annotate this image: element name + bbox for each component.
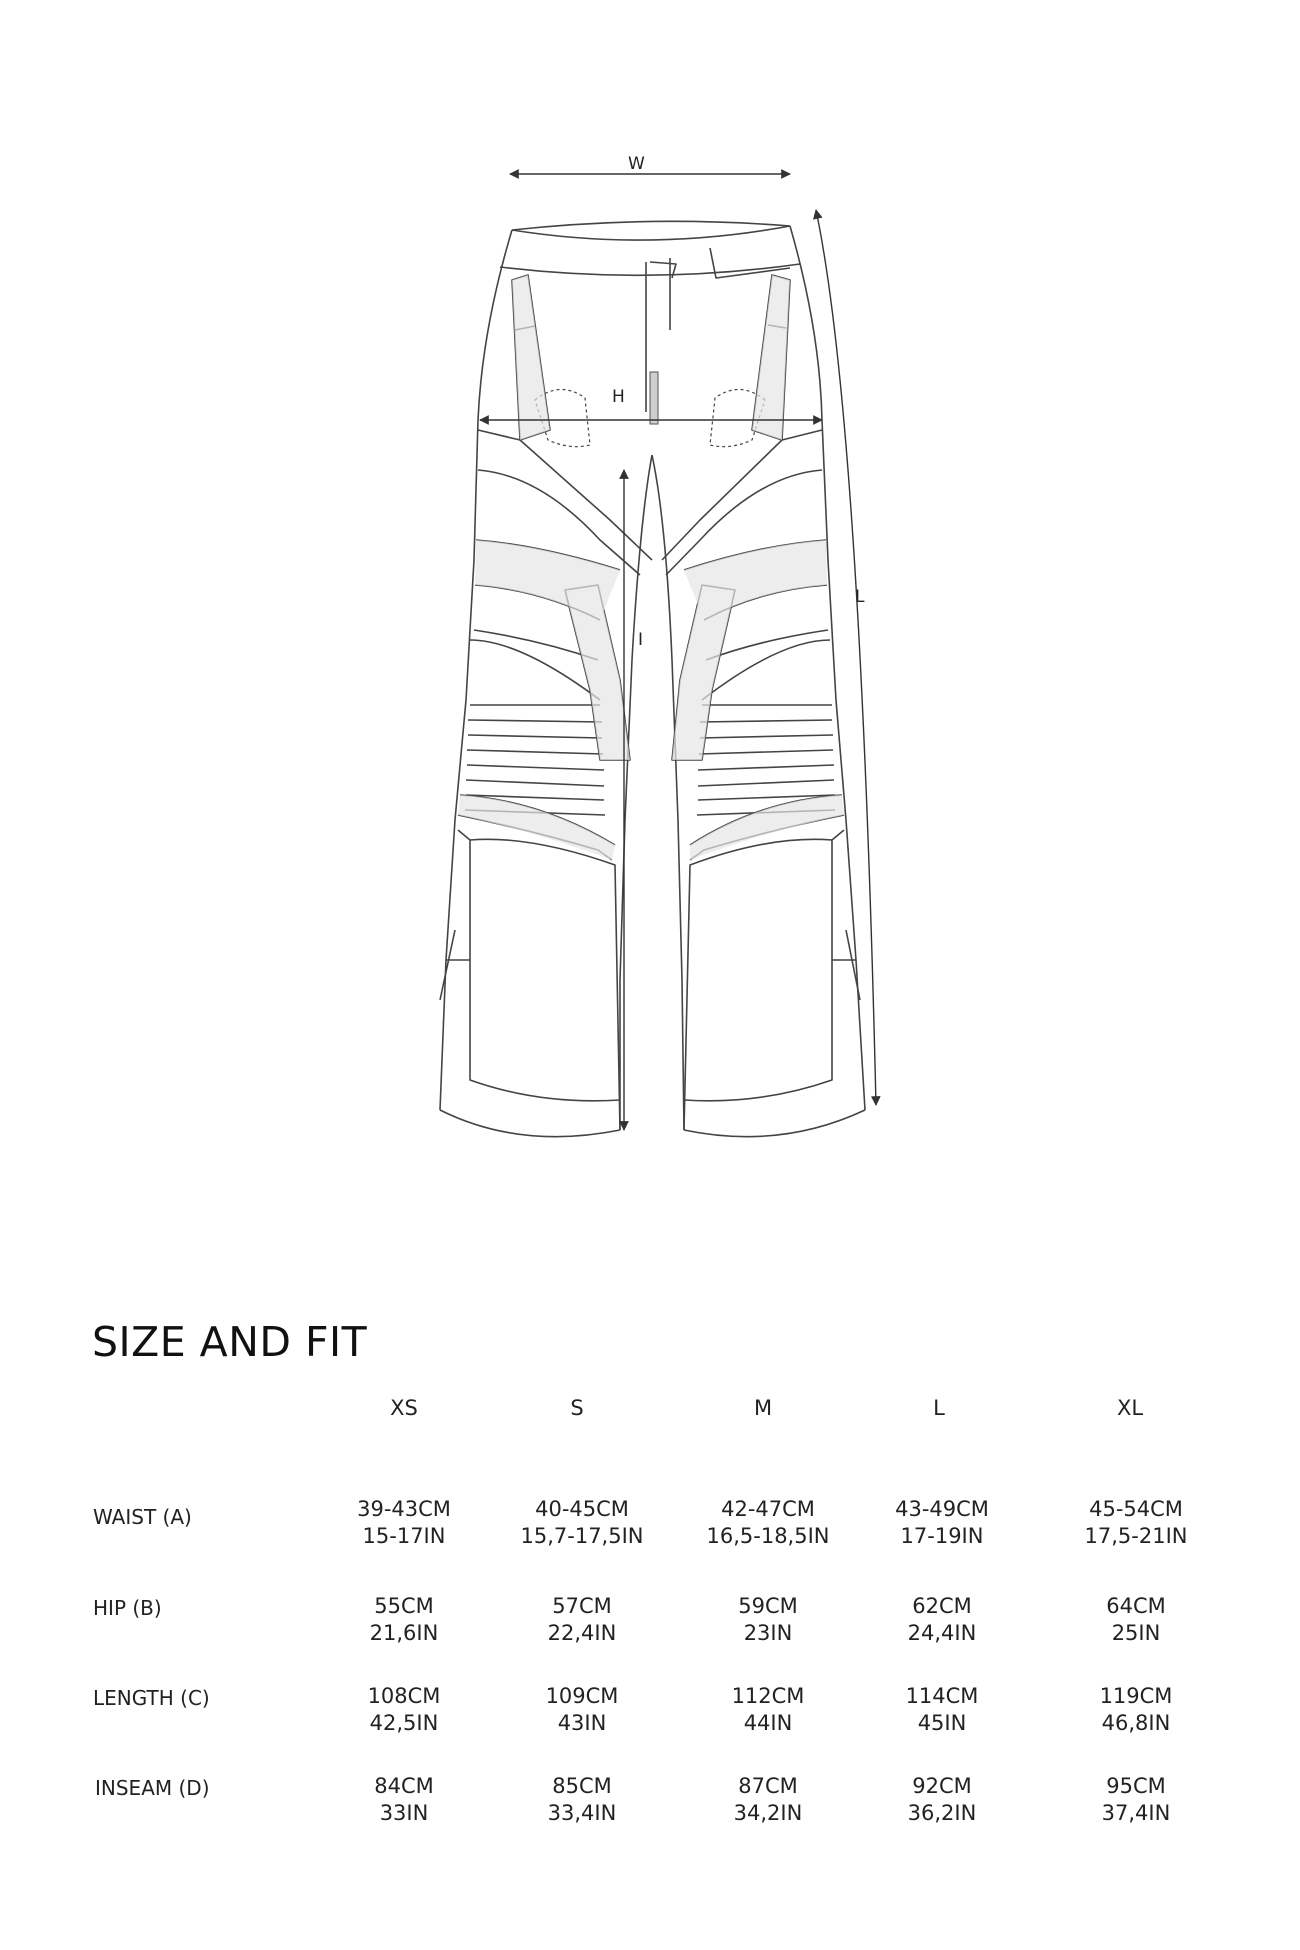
waist-m-cell: [678, 1496, 858, 1550]
pants-outline: [440, 221, 865, 1136]
measurement-cm-value: 84CM: [374, 1774, 434, 1798]
measurement-cm-value: 45-54CM: [1089, 1497, 1183, 1521]
measurement-inch-value: 24,4IN: [907, 1621, 977, 1645]
waist-l-cell: [852, 1496, 1032, 1550]
measurement-cm-value: 92CM: [912, 1774, 972, 1798]
length-dimension-label: L: [855, 587, 865, 607]
length-xs-cell: [314, 1683, 494, 1737]
hip-xs-cell: [314, 1593, 494, 1647]
length-s-cell: [492, 1683, 672, 1737]
inseam-s-cell: [492, 1773, 672, 1827]
inseam-xs-cell: [314, 1773, 494, 1827]
waist-xs-cell: [314, 1496, 494, 1550]
size-header-xs: XS: [390, 1396, 418, 1420]
measurement-inch-value: 42,5IN: [369, 1711, 439, 1735]
measurement-inch-value: 43IN: [557, 1711, 607, 1735]
measurement-cm-value: 42-47CM: [721, 1497, 815, 1521]
measurement-cm-value: 85CM: [552, 1774, 612, 1798]
page-title: SIZE AND FIT: [92, 1318, 368, 1366]
measurement-inch-value: 23IN: [743, 1621, 793, 1645]
waist-xl-cell: [1046, 1496, 1226, 1550]
inseam-m-cell: [678, 1773, 858, 1827]
measurement-cm-value: 55CM: [374, 1594, 434, 1618]
waist-s-cell: [492, 1496, 672, 1550]
measurement-cm-value: 64CM: [1106, 1594, 1166, 1618]
measurement-inch-value: 44IN: [743, 1711, 793, 1735]
measurement-inch-value: 15-17IN: [362, 1524, 446, 1548]
zipper-detail: [650, 372, 658, 424]
row-label-waist: WAIST (A): [93, 1505, 192, 1529]
inseam-dimension-label: I: [638, 630, 644, 650]
inseam-xl-cell: [1046, 1773, 1226, 1827]
measurement-inch-value: 36,2IN: [907, 1801, 977, 1825]
size-header-s: S: [570, 1396, 584, 1420]
measurement-cm-value: 43-49CM: [895, 1497, 989, 1521]
measurement-cm-value: 40-45CM: [535, 1497, 629, 1521]
size-header-xl: XL: [1116, 1396, 1144, 1420]
row-label-length: LENGTH (C): [93, 1686, 210, 1710]
size-header-m: M: [753, 1396, 773, 1420]
measurement-cm-value: 95CM: [1106, 1774, 1166, 1798]
length-l-cell: [852, 1683, 1032, 1737]
measurement-cm-value: 119CM: [1099, 1684, 1173, 1708]
hip-m-cell: [678, 1593, 858, 1647]
measurement-cm-value: 39-43CM: [357, 1497, 451, 1521]
measurement-cm-value: 57CM: [552, 1594, 612, 1618]
length-m-cell: [678, 1683, 858, 1737]
measurement-inch-value: 34,2IN: [733, 1801, 803, 1825]
measurement-lines: [480, 174, 876, 1130]
waist-dimension-label: W: [628, 154, 645, 174]
hip-xl-cell: [1046, 1593, 1226, 1647]
size-header-l: L: [933, 1396, 945, 1420]
length-xl-cell: [1046, 1683, 1226, 1737]
measurement-inch-value: 15,7-17,5IN: [520, 1524, 644, 1548]
measurement-cm-value: 62CM: [912, 1594, 972, 1618]
measurement-inch-value: 17,5-21IN: [1084, 1524, 1188, 1548]
measurement-inch-value: 46,8IN: [1101, 1711, 1171, 1735]
measurement-inch-value: 33,4IN: [547, 1801, 617, 1825]
measurement-inch-value: 17-19IN: [900, 1524, 984, 1548]
measurement-cm-value: 109CM: [545, 1684, 619, 1708]
measurement-cm-value: 112CM: [731, 1684, 805, 1708]
measurement-cm-value: 108CM: [367, 1684, 441, 1708]
inseam-l-cell: [852, 1773, 1032, 1827]
measurement-inch-value: 22,4IN: [547, 1621, 617, 1645]
measurement-inch-value: 33IN: [379, 1801, 429, 1825]
hip-dimension-label: H: [612, 387, 625, 407]
measurement-inch-value: 16,5-18,5IN: [706, 1524, 830, 1548]
measurement-cm-value: 114CM: [905, 1684, 979, 1708]
row-label-hip: HIP (B): [93, 1596, 162, 1620]
hip-l-cell: [852, 1593, 1032, 1647]
measurement-cm-value: 87CM: [738, 1774, 798, 1798]
row-label-inseam: INSEAM (D): [95, 1776, 210, 1800]
measurement-inch-value: 21,6IN: [369, 1621, 439, 1645]
measurement-inch-value: 37,4IN: [1101, 1801, 1171, 1825]
measurement-cm-value: 59CM: [738, 1594, 798, 1618]
measurement-inch-value: 45IN: [917, 1711, 967, 1735]
hip-s-cell: [492, 1593, 672, 1647]
measurement-inch-value: 25IN: [1111, 1621, 1161, 1645]
